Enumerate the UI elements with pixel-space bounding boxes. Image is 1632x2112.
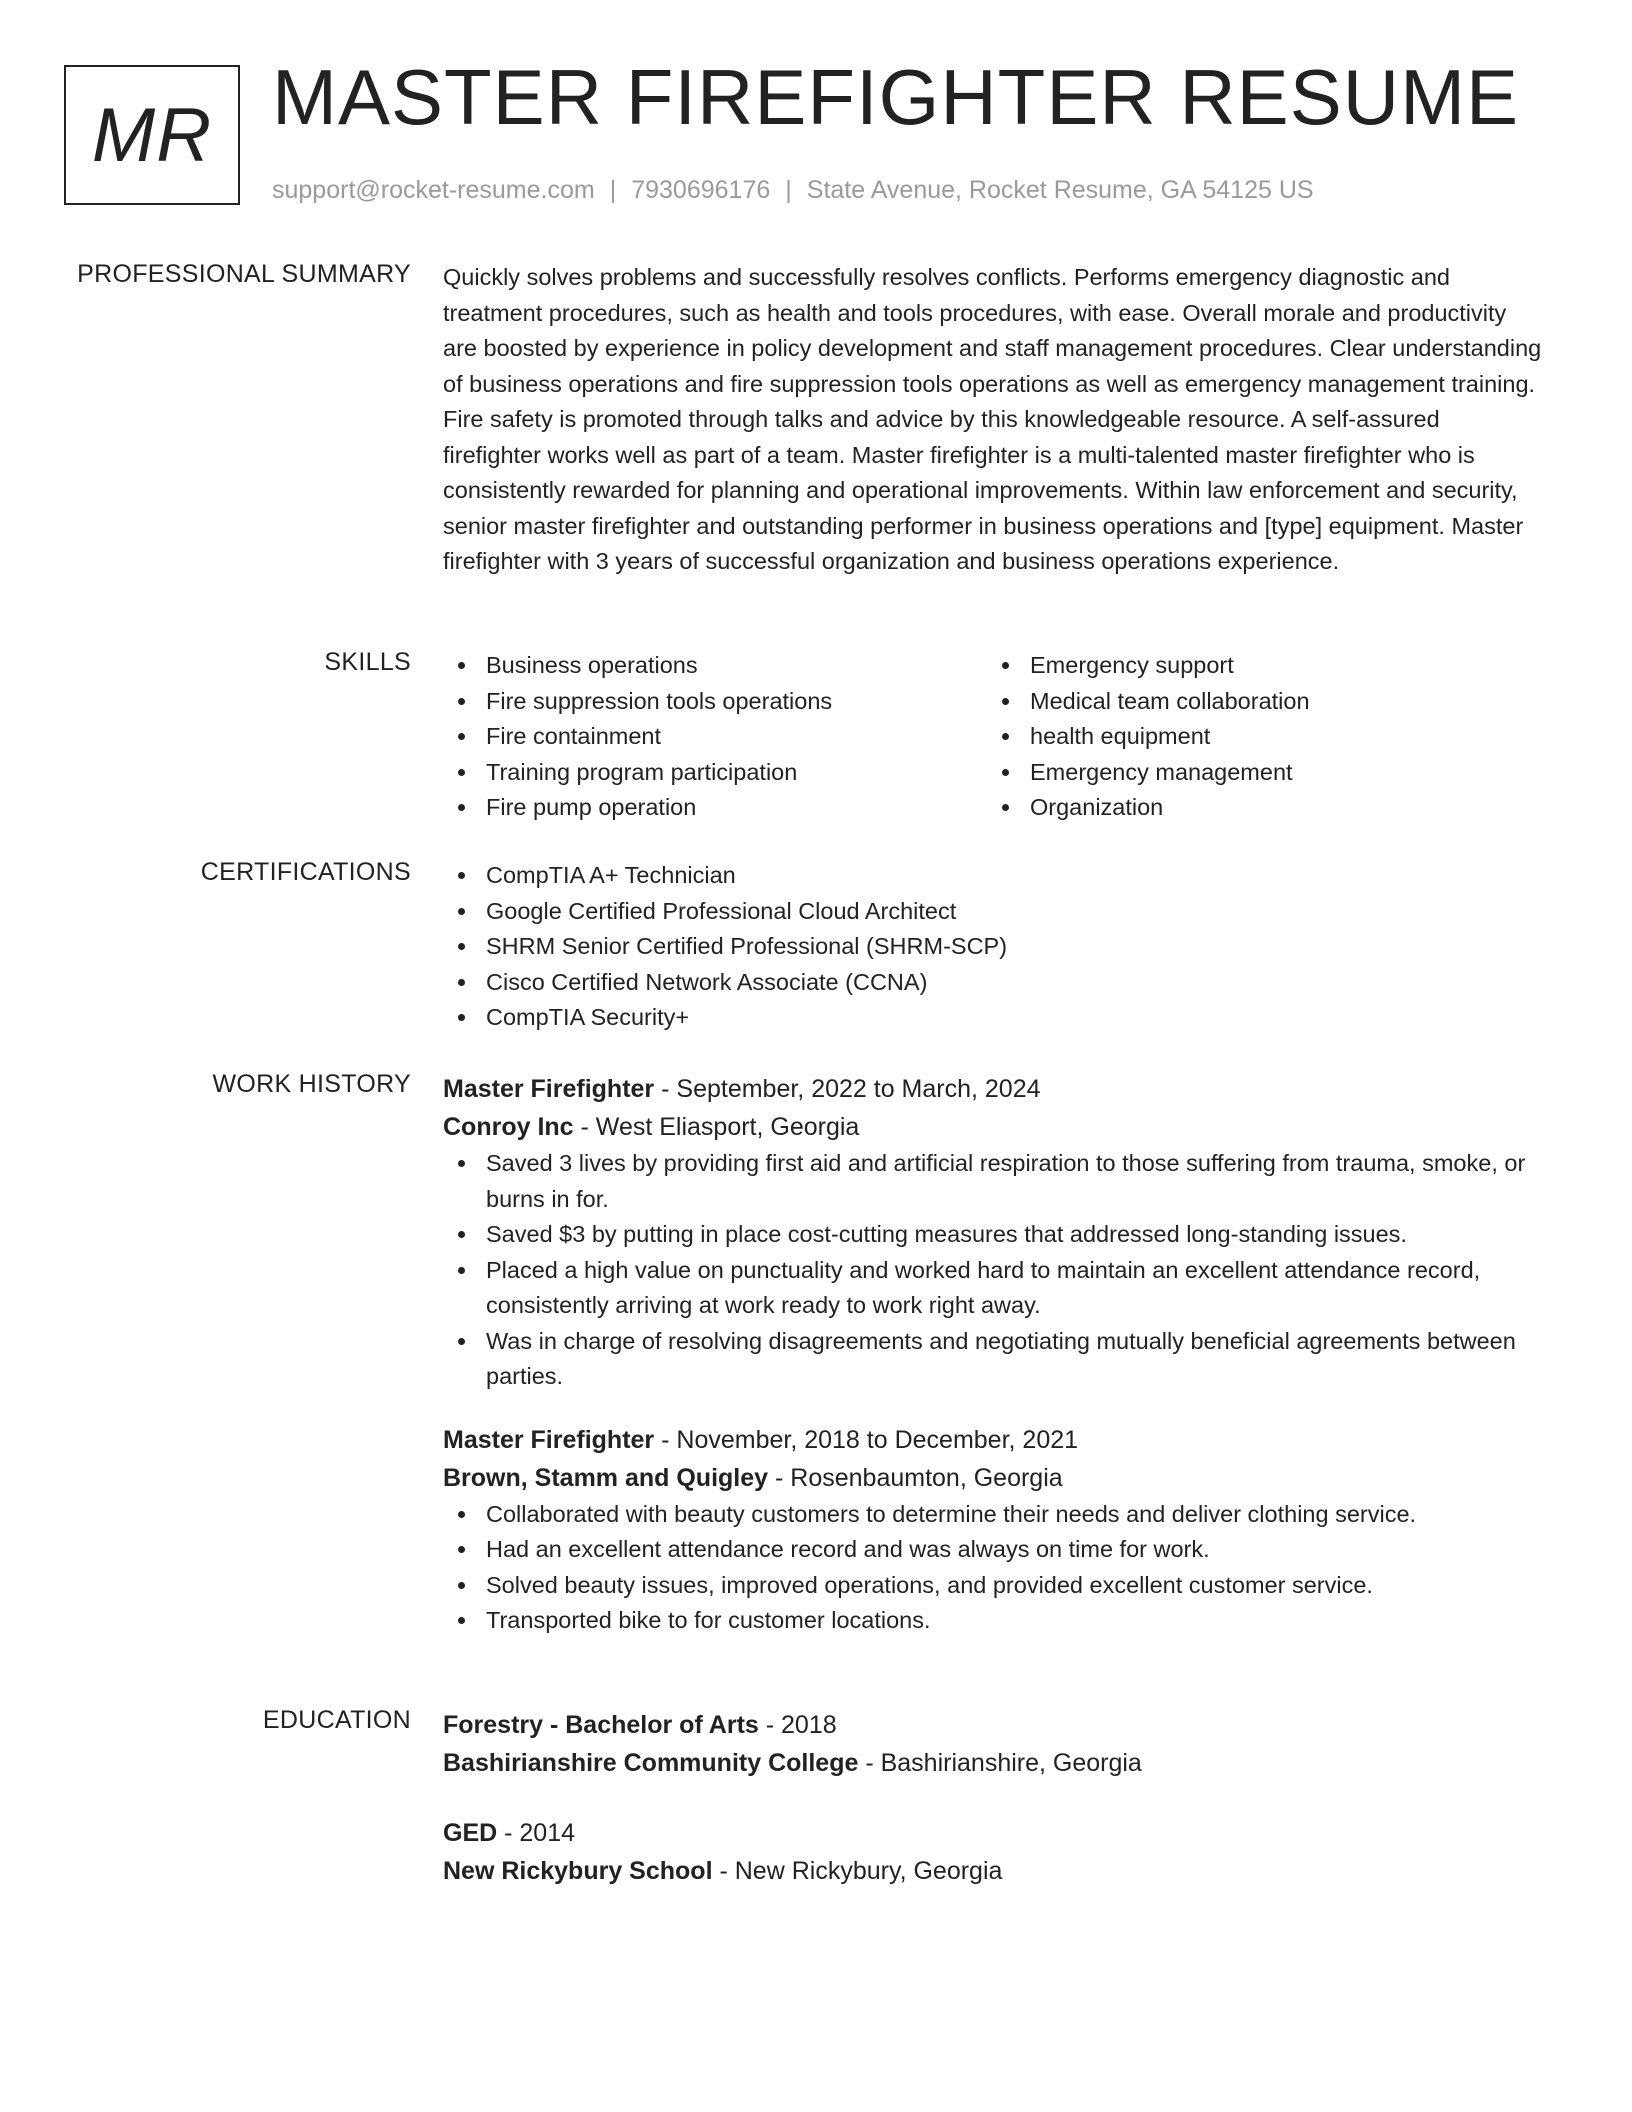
job-title-line xyxy=(443,1070,1543,1108)
skill-item: Fire pump operation xyxy=(443,790,987,826)
education-location: - Bashirianshire, Georgia xyxy=(858,1749,1142,1777)
education-degree: Forestry - Bachelor of Arts xyxy=(443,1711,759,1739)
job-entry xyxy=(443,1070,1543,1395)
work-history-heading: WORK HISTORY xyxy=(212,1070,411,1098)
job-bullet: Transported bike to for customer locations. xyxy=(443,1603,1543,1639)
certification-item: CompTIA Security+ xyxy=(443,1000,1543,1036)
skills-list-left xyxy=(443,648,987,826)
certification-item: Cisco Certified Network Associate (CCNA) xyxy=(443,965,1543,1001)
skills-heading: SKILLS xyxy=(324,648,411,676)
education-heading: EDUCATION xyxy=(262,1706,411,1734)
certification-item: SHRM Senior Certified Professional (SHRM-SCP) xyxy=(443,929,1543,965)
job-location: - West Eliasport, Georgia xyxy=(573,1113,860,1141)
skill-item: Medical team collaboration xyxy=(987,684,1531,720)
skill-item: Fire suppression tools operations xyxy=(443,684,987,720)
job-bullet: Saved $3 by putting in place cost-cutting measures that addressed long-standing issues. xyxy=(443,1217,1543,1253)
skill-item: Organization xyxy=(987,790,1531,826)
education-school: Bashirianshire Community College xyxy=(443,1749,859,1777)
skill-item: Training program participation xyxy=(443,755,987,791)
skill-item: Emergency management xyxy=(987,755,1531,791)
job-dates: - September, 2022 to March, 2024 xyxy=(654,1075,1041,1103)
contact-phone: 7930696176 xyxy=(631,176,771,204)
monogram-logo: MR xyxy=(64,65,240,205)
certification-item: CompTIA A+ Technician xyxy=(443,858,1543,894)
skill-item: Emergency support xyxy=(987,648,1531,684)
job-bullet: Had an excellent attendance record and was always on time for work. xyxy=(443,1532,1543,1568)
job-title: Master Firefighter xyxy=(443,1075,655,1103)
job-company-line xyxy=(443,1108,1543,1146)
education-location: - New Rickybury, Georgia xyxy=(712,1857,1003,1885)
job-company: Brown, Stamm and Quigley xyxy=(443,1463,769,1492)
job-bullets xyxy=(443,1497,1543,1639)
education-degree-line xyxy=(443,1706,1543,1744)
job-bullet: Collaborated with beauty customers to determine their needs and deliver clothing service. xyxy=(443,1497,1543,1533)
job-title-line xyxy=(443,1421,1543,1459)
job-bullets xyxy=(443,1146,1543,1395)
education-school-line xyxy=(443,1852,1543,1890)
education-year: - 2018 xyxy=(758,1711,837,1739)
skill-item: Business operations xyxy=(443,648,987,684)
job-entry xyxy=(443,1421,1543,1639)
certification-item: Google Certified Professional Cloud Architect xyxy=(443,894,1543,930)
education-school: New Rickybury School xyxy=(443,1857,713,1885)
contact-address: State Avenue, Rocket Resume, GA 54125 US xyxy=(806,176,1314,204)
job-company: Conroy Inc xyxy=(443,1113,574,1141)
certifications-heading: CERTIFICATIONS xyxy=(200,858,411,886)
job-bullet: Saved 3 lives by providing first aid and artificial respiration to those suffering from trauma, smoke, or burns in for. xyxy=(443,1146,1543,1217)
summary-text: Quickly solves problems and successfully resolves conflicts. Performs emergency diagnostic and treatment procedures, such as health and tools procedures, with ease. Overall morale and productivity are boosted by experience in policy development and staff management procedures. Clear understanding of business operations and fire suppression tools operations as well as emergency management training. Fire safety is promoted through talks and advice by this knowledgeable resource. A self-assured firefighter works well as part of a team. Master firefighter is a multi-talented master firefighter who is consistently rewarded for planning and operational improvements. Within law enforcement and security, senior master firefighter and outstanding performer in business operations and [type] equipment. Master firefighter with 3 years of successful organization and business operations experience. xyxy=(443,264,1542,574)
education-degree: GED xyxy=(443,1819,498,1847)
contact-separator: | xyxy=(609,176,617,204)
education-school-line xyxy=(443,1744,1543,1782)
job-bullet: Was in charge of resolving disagreements and negotiating mutually beneficial agreements between parties. xyxy=(443,1324,1543,1395)
skill-item: Fire containment xyxy=(443,719,987,755)
contact-line xyxy=(272,176,1314,205)
skills-list-right xyxy=(987,648,1531,826)
education-degree-line xyxy=(443,1814,1543,1852)
education-entry xyxy=(443,1706,1543,1782)
job-title: Master Firefighter xyxy=(443,1425,655,1454)
education-entry xyxy=(443,1814,1543,1890)
certifications-list xyxy=(443,858,1543,1036)
resume-title: MASTER FIREFIGHTER RESUME xyxy=(272,53,1520,141)
job-location: - Rosenbaumton, Georgia xyxy=(768,1463,1063,1492)
job-dates: - November, 2018 to December, 2021 xyxy=(654,1425,1079,1454)
contact-email: support@rocket-resume.com xyxy=(272,176,595,204)
job-bullet: Solved beauty issues, improved operations, and provided excellent customer service. xyxy=(443,1568,1543,1604)
job-company-line xyxy=(443,1459,1543,1497)
job-bullet: Placed a high value on punctuality and worked hard to maintain an excellent attendance record, consistently arriving at work ready to work right away. xyxy=(443,1253,1543,1324)
education-year: - 2014 xyxy=(497,1819,576,1847)
contact-separator: | xyxy=(785,176,792,204)
summary-heading: PROFESSIONAL SUMMARY xyxy=(77,260,411,288)
skill-item: health equipment xyxy=(987,719,1531,755)
